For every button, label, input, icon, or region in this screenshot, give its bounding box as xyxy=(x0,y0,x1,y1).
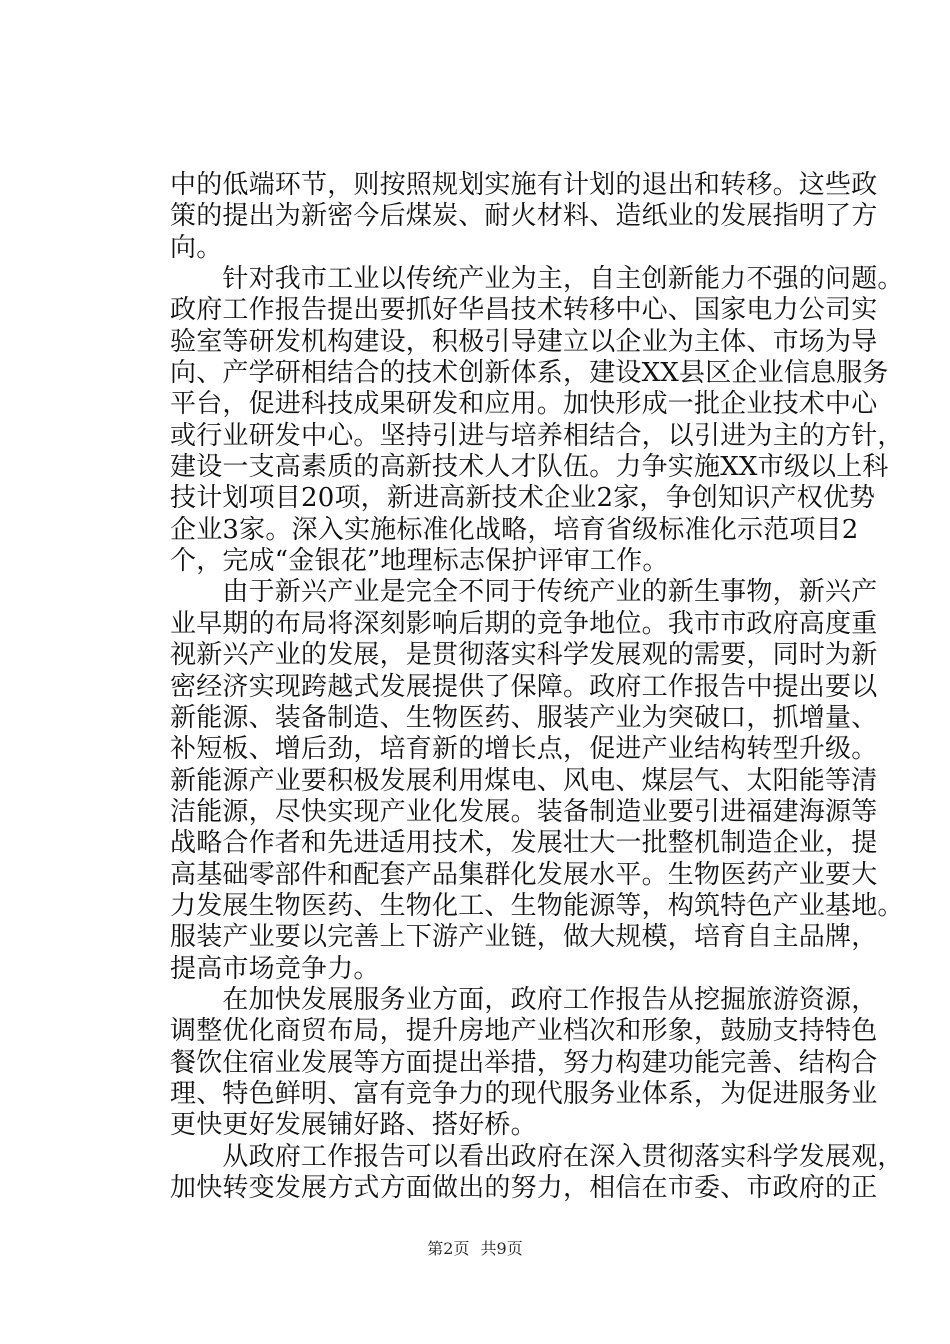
text-line: 新能源、装备制造、生物医药、服装产业为突破口，抓增量、 xyxy=(170,702,878,733)
text-line: 高基础零部件和配套产品集群化发展水平。生物医药产业要大 xyxy=(170,859,878,890)
text-line: 加快转变发展方式方面做出的努力，相信在市委、市政府的正 xyxy=(170,1173,878,1203)
text-line: 针对我市工业以传统产业为主，自主创新能力不强的问题。 xyxy=(170,264,904,295)
page-number-total: 共9页 xyxy=(480,1239,523,1258)
text-line: 理、特色鲜明、富有竞争力的现代服务业体系，为促进服务业 xyxy=(170,1078,878,1109)
page-footer xyxy=(0,1239,950,1259)
text-line: 策的提出为新密今后煤炭、耐火材料、造纸业的发展指明了方 xyxy=(170,201,878,232)
text-line: 由于新兴产业是完全不同于传统产业的新生事物，新兴产 xyxy=(170,577,878,608)
text-line: 新能源产业要积极发展利用煤电、风电、煤层气、太阳能等清 xyxy=(170,765,878,796)
text-line: 视新兴产业的发展，是贯彻落实科学发展观的需要，同时为新 xyxy=(170,640,878,671)
text-line: 在加快发展服务业方面，政府工作报告从挖掘旅游资源， xyxy=(170,984,878,1015)
page-number-current: 第2页 xyxy=(427,1239,470,1258)
text-line: 战略合作者和先进适用技术，发展壮大一批整机制造企业，提 xyxy=(170,828,878,859)
text-line: 平台，促进科技成果研发和应用。加快形成一批企业技术中心 xyxy=(170,389,878,420)
text-line: 技计划项目20项，新进高新技术企业2家，争创知识产权优势 xyxy=(170,483,876,514)
text-line: 洁能源，尽快实现产业化发展。装备制造业要引进福建海源等 xyxy=(170,796,878,827)
text-line: 提高市场竞争力。 xyxy=(170,953,380,984)
text-line: 餐饮住宿业发展等方面提出举措，努力构建功能完善、结构合 xyxy=(170,1047,878,1078)
text-line: 建设一支高素质的高新技术人才队伍。力争实施XX市级以上科 xyxy=(170,452,889,483)
text-line: 政府工作报告提出要抓好华昌技术转移中心、国家电力公司实 xyxy=(170,295,878,326)
text-line: 个，完成“金银花”地理标志保护评审工作。 xyxy=(170,546,669,577)
text-line: 企业3家。深入实施标准化战略，培育省级标准化示范项目2 xyxy=(170,514,859,545)
text-line: 从政府工作报告可以看出政府在深入贯彻落实科学发展观， xyxy=(170,1141,904,1172)
text-line: 向、产学研相结合的技术创新体系，建设XX县区企业信息服务 xyxy=(170,358,889,389)
text-line: 或行业研发中心。坚持引进与培养相结合，以引进为主的方针， xyxy=(170,420,904,451)
text-line: 向。 xyxy=(170,232,223,263)
text-line: 业早期的布局将深刻影响后期的竞争地位。我市市政府高度重 xyxy=(170,608,878,639)
text-line: 补短板、增后劲，培育新的增长点，促进产业结构转型升级。 xyxy=(170,734,878,765)
text-line: 调整优化商贸布局，提升房地产业档次和形象，鼓励支持特色 xyxy=(170,1016,878,1047)
text-line: 验室等研发机构建设，积极引导建立以企业为主体、市场为导 xyxy=(170,326,878,357)
text-line: 密经济实现跨越式发展提供了保障。政府工作报告中提出要以 xyxy=(170,671,878,702)
body-text xyxy=(170,170,904,1204)
text-line: 中的低端环节，则按照规划实施有计划的退出和转移。这些政 xyxy=(170,170,878,200)
text-line: 力发展生物医药、生物化工、生物能源等，构筑特色产业基地。 xyxy=(170,890,904,921)
text-line: 更快更好发展铺好路、搭好桥。 xyxy=(170,1110,537,1141)
text-line: 服装产业要以完善上下游产业链，做大规模，培育自主品牌， xyxy=(170,922,878,953)
